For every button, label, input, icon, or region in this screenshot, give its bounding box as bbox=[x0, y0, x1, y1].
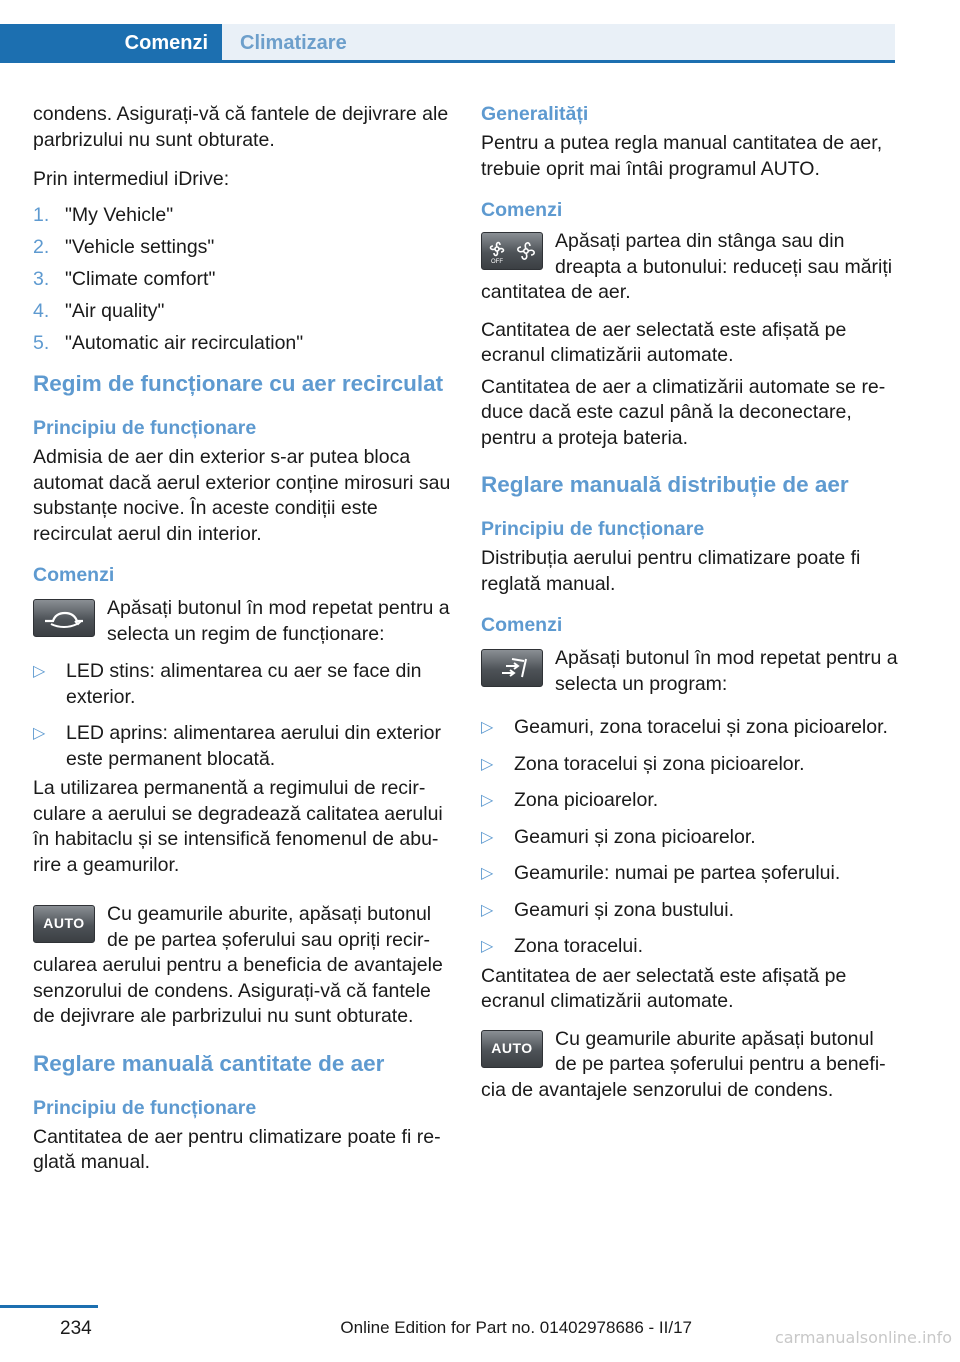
list-item: ▷ Zona picioarelor. bbox=[481, 788, 899, 814]
auto-instruction-2: Cu geamurile aburite apăsați butonul de pe partea șoferului pentru a beneficia de avantajele senzorului de condens. bbox=[481, 1027, 886, 1101]
triangle-bullet-icon: ▷ bbox=[481, 901, 494, 919]
triangle-bullet-icon: ▷ bbox=[481, 792, 494, 809]
triangle-bullet-icon: ▷ bbox=[33, 663, 46, 680]
header-bar bbox=[0, 0, 895, 62]
watermark: carmanualsonline.info bbox=[774, 1328, 952, 1347]
heading-distribution: Reglare manuală distribuție de aer bbox=[481, 472, 849, 497]
right-column bbox=[481, 102, 899, 1115]
list-item: ▷ Zona toracelui și zona picioarelor. bbox=[481, 752, 899, 778]
heading-manual-quantity: Reglare manuală cantitate de aer bbox=[33, 1050, 385, 1076]
heading-general: Generalități bbox=[481, 103, 589, 125]
triangle-bullet-icon: ▷ bbox=[481, 938, 494, 955]
distribution-paragraph: Distribuția aerului pentru climatizare poate fi reglată manual. bbox=[481, 547, 861, 595]
led-state-list bbox=[33, 659, 451, 772]
fan-button-icon bbox=[481, 232, 543, 270]
reduced-paragraph: Cantitatea de aer a climatizării automate se reduce dacă este cazul până la deconectare, pentru a proteja bateria. bbox=[481, 375, 886, 449]
edition-footer: Online Edition for Part no. 01402978686 - II/17 bbox=[340, 1318, 692, 1337]
list-item: ▷ LED stins: alimentarea cu aer se face din exterior. bbox=[33, 659, 451, 710]
heading-recirculation: Regim de funcționare cu aer recirculat bbox=[33, 371, 444, 396]
page-number: 234 bbox=[60, 1318, 92, 1339]
list-item: ▷ LED aprins: alimentarea aerului din exterior este permanent blocată. bbox=[33, 721, 451, 772]
idrive-steps-list bbox=[33, 203, 451, 357]
list-item: 1. "My Vehicle" bbox=[33, 203, 174, 226]
list-item: ▷ Geamurile: numai pe partea șoferului. bbox=[481, 861, 899, 887]
heading-principle: Principiu de funcționare bbox=[481, 518, 705, 540]
list-item: 4. "Air quality" bbox=[33, 299, 165, 322]
auto-button-icon: AUTO bbox=[481, 1030, 543, 1068]
triangle-bullet-icon: ▷ bbox=[481, 719, 494, 736]
air-distribution-button-icon bbox=[481, 649, 543, 687]
triangle-bullet-icon: ▷ bbox=[481, 865, 494, 882]
heading-controls: Comenzi bbox=[481, 199, 563, 221]
list-item: ▷ Geamuri și zona picioarelor. bbox=[481, 825, 899, 851]
page-number-divider bbox=[0, 1305, 98, 1308]
list-item: ▷ Geamuri, zona toracelui și zona picioarelor. bbox=[481, 715, 899, 741]
list-item: 5. "Automatic air recirculation" bbox=[33, 331, 304, 354]
general-paragraph: Pentru a putea regla manual cantitatea de aer, trebuie oprit mai întâi programul AUTO. bbox=[481, 132, 883, 180]
tab-comenzi[interactable]: Comenzi bbox=[0, 24, 222, 62]
intro-paragraph: condens. Asigurați-vă că fantele de dejivrare ale parbrizului nu sunt obturate. bbox=[33, 103, 449, 151]
recirculation-instruction: Apăsați butonul în mod repetat pentru a selecta un regim de funcționare: bbox=[107, 597, 450, 645]
auto-control-row bbox=[33, 902, 451, 1030]
list-item: ▷ Zona toracelui. bbox=[481, 934, 899, 960]
list-item: 3. "Climate comfort" bbox=[33, 267, 216, 290]
heading-controls: Comenzi bbox=[481, 614, 563, 636]
auto-instruction: Cu geamurile aburite, apăsați butonul de pe partea șoferului sau opriți recircularea aerului pentru a beneficia de avantajele senzorului de condens. Asigurați-vă că fantele de dejivrare ale parbrizului nu sunt obturate. bbox=[33, 903, 443, 1027]
recirculation-button-icon bbox=[33, 599, 95, 637]
heading-principle: Principiu de funcționare bbox=[33, 417, 257, 439]
program-list bbox=[481, 715, 899, 960]
triangle-bullet-icon: ▷ bbox=[481, 828, 494, 846]
list-item: ▷ Geamuri și zona bustului. bbox=[481, 898, 899, 924]
fan-control-row bbox=[481, 229, 899, 306]
distribution-control-row bbox=[481, 646, 899, 697]
svg-text:OFF: OFF bbox=[491, 259, 503, 265]
shown-paragraph-2: Cantitatea de aer selectată este afișată pe ecranul climatizării automate. bbox=[481, 964, 847, 1012]
tab-climatizare[interactable]: Climatizare bbox=[222, 24, 895, 62]
heading-principle: Principiu de funcționare bbox=[33, 1096, 257, 1119]
idrive-paragraph: Prin intermediul iDrive: bbox=[33, 168, 230, 190]
shown-paragraph: Cantitatea de aer selectată este afișată pe ecranul climatizării automate. bbox=[481, 318, 847, 366]
triangle-bullet-icon: ▷ bbox=[481, 755, 494, 773]
left-column bbox=[33, 102, 451, 1190]
program-instruction: Apăsați butonul în mod repetat pentru a selecta un program: bbox=[555, 647, 898, 695]
fan-instruction: Apăsați partea din stânga sau din dreapta a butonului: reduceți sau măriți cantitatea de aer. bbox=[481, 230, 893, 303]
triangle-bullet-icon: ▷ bbox=[33, 725, 46, 742]
permanent-recirc-paragraph: La utilizarea permanentă a regimului de recirculare a aerului se degradează calitatea aerului în habitaclu și se intensifică fenomenul de aburire a geamurilor. bbox=[33, 777, 443, 876]
recirculation-paragraph: Admisia de aer din exterior s-ar putea bloca automat dacă aerul exterior conține mirosuri sau substanțe nocive. În aceste condiții este recirculat aerul din interior. bbox=[33, 446, 451, 545]
recirculation-control-row bbox=[33, 596, 451, 647]
list-item: 2. "Vehicle settings" bbox=[33, 235, 215, 258]
header-divider bbox=[0, 60, 895, 63]
heading-controls: Comenzi bbox=[33, 564, 115, 586]
auto-button-icon: AUTO bbox=[33, 905, 95, 943]
auto-control-row-2 bbox=[481, 1027, 899, 1104]
manual-quantity-paragraph: Cantitatea de aer pentru climatizare poate fi reglată manual. bbox=[33, 1125, 441, 1173]
